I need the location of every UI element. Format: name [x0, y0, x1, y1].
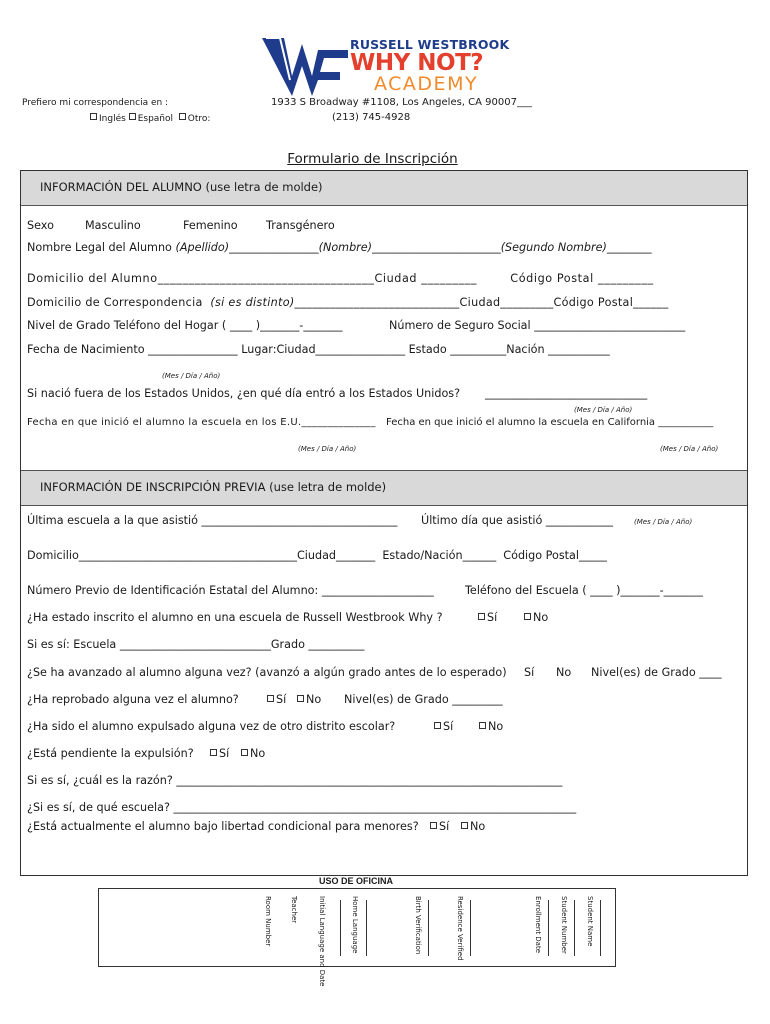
school-name-line1: RUSSELL WESTBROOK: [350, 37, 510, 52]
telefono-escuela-row: Teléfono del Escuela ( ____ )_______-_______: [465, 584, 703, 597]
domicilio-alumno-row: Domicilio del Alumno___________________________________Ciudad _________ Código Postal _________: [27, 272, 654, 285]
office-col-initial-language: Initial Language and Date: [318, 896, 326, 987]
office-col-student-number: Student Number: [560, 896, 568, 954]
razon-row: Si es sí, ¿cuál es la razón? _____________________________________________________________________: [27, 774, 563, 787]
us-date-hint: (Mes / Día / Año): [298, 445, 357, 453]
ca-date-hint: (Mes / Día / Año): [660, 445, 719, 453]
office-divider: [574, 900, 575, 956]
office-divider: [600, 900, 601, 956]
fuera-eeuu-blank[interactable]: _____________________________: [485, 387, 648, 400]
correspondence-label: Prefiero mi correspondencia en :: [22, 98, 169, 108]
reprobado-si[interactable]: Sí: [267, 693, 286, 706]
inscrito-question: ¿Ha estado inscrito el alumno en una escuela de Russell Westbrook Why ?: [27, 611, 443, 624]
language-options: Inglés Español Otro:: [90, 113, 210, 124]
domicilio-correspondencia-row: Domicilio de Correspondencia (si es distinto)____________________________Ciudad_________Código Postal______: [27, 296, 669, 309]
office-divider: [470, 900, 471, 956]
que-escuela-row: ¿Si es sí, de qué escuela? ________________________________________________________________________: [27, 801, 577, 814]
fecha-nacimiento-row: Fecha de Nacimiento ________________ Lugar:Ciudad________________ Estado __________Nación ___________: [27, 343, 610, 356]
reprobado-question: ¿Ha reprobado alguna vez el alumno?: [27, 693, 239, 706]
form-title: Formulario de Inscripción: [287, 151, 458, 167]
domicilio-previo-row: Domicilio_______________________________________Ciudad_______ Estado/Nación______ Código Postal_____: [27, 549, 607, 562]
spanish-checkbox[interactable]: [129, 113, 136, 120]
english-checkbox[interactable]: [90, 113, 97, 120]
office-divider: [340, 900, 341, 956]
pendiente-no[interactable]: No: [241, 747, 265, 760]
office-use-heading: USO DE OFICINA: [318, 876, 393, 886]
birth-date-hint: (Mes / Día / Año): [162, 372, 221, 380]
avanzado-nivel: Nivel(es) de Grado ____: [591, 666, 722, 679]
reprobado-nivel: Nivel(es) de Grado _________: [344, 693, 503, 706]
avanzado-no[interactable]: No: [556, 666, 572, 679]
inscrito-si[interactable]: Sí: [478, 611, 497, 624]
libertad-no[interactable]: No: [461, 820, 485, 833]
school-name-line3: ACADEMY: [374, 73, 479, 95]
student-section-heading: INFORMACIÓN DEL ALUMNO (use letra de molde): [21, 171, 747, 206]
office-col-room-number: Room Number: [264, 896, 272, 947]
sexo-label: Sexo: [27, 219, 54, 232]
office-col-teacher: Teacher: [290, 896, 298, 924]
numero-previo-row: Número Previo de Identificación Estatal del Alumno: ____________________: [27, 584, 434, 597]
last-day-hint: (Mes / Día / Año): [634, 518, 693, 526]
pendiente-si[interactable]: Sí: [210, 747, 229, 760]
expulsado-no[interactable]: No: [479, 720, 503, 733]
fuera-eeuu-question: Si nació fuera de los Estados Unidos, ¿en qué día entró a los Estados Unidos?: [27, 387, 461, 400]
expulsado-si[interactable]: Sí: [434, 720, 453, 733]
pendiente-question: ¿Está pendiente la expulsión?: [27, 747, 194, 760]
other-checkbox[interactable]: [179, 113, 186, 120]
masculino-option[interactable]: Masculino: [85, 219, 141, 232]
office-col-home-language: Home Language: [351, 896, 359, 954]
school-logo: [262, 34, 512, 98]
office-col-birth-verification: Birth Verification: [414, 896, 422, 955]
office-divider: [428, 900, 429, 956]
expulsado-question: ¿Ha sido el alumno expulsado alguna vez de otro distrito escolar?: [27, 720, 396, 733]
school-address: 1933 S Broadway #1108, Los Angeles, CA 90007___: [271, 97, 532, 108]
wf-logo-icon: [262, 36, 348, 98]
office-col-enrollment-date: Enrollment Date: [534, 896, 542, 954]
reprobado-no[interactable]: No: [297, 693, 321, 706]
libertad-question: ¿Está actualmente el alumno bajo libertad condicional para menores?: [27, 820, 419, 833]
ultimo-dia-row: Último día que asistió ____________: [421, 514, 613, 527]
avanzado-si[interactable]: Sí: [524, 666, 535, 679]
previous-section-heading: INFORMACIÓN DE INSCRIPCIÓN PREVIA (use letra de molde): [21, 470, 747, 506]
school-name-line2: WHY NOT?: [350, 50, 484, 76]
office-divider: [548, 900, 549, 956]
fecha-inicio-ca-row: Fecha en que inició el alumno la escuela en California ___________: [386, 417, 714, 428]
seguro-social-row: Número de Seguro Social ___________________________: [389, 319, 686, 332]
transgenero-option[interactable]: Transgénero: [266, 219, 335, 232]
libertad-si[interactable]: Sí: [430, 820, 449, 833]
office-col-residence-verified: Residence Verified: [456, 896, 464, 961]
fecha-inicio-eu-row: Fecha en que inició el alumno la escuela en los E.U.______________: [27, 417, 376, 428]
office-divider: [366, 900, 367, 956]
school-phone: (213) 745-4928: [332, 112, 411, 123]
inscrito-no[interactable]: No: [524, 611, 548, 624]
ultima-escuela-row: Última escuela a la que asistió ___________________________________: [27, 514, 398, 527]
nombre-legal-row: Nombre Legal del Alumno (Apellido)________________(Nombre)_______________________(Segundo Nombre)________: [27, 241, 652, 254]
avanzado-question: ¿Se ha avanzado al alumno alguna vez? (avanzó a algún grado antes de lo esperado): [27, 666, 507, 679]
femenino-option[interactable]: Femenino: [183, 219, 238, 232]
office-col-student-name: Student Name: [586, 896, 594, 947]
entry-date-hint: (Mes / Día / Año): [574, 406, 633, 414]
nivel-grado-telefono: Nivel de Grado Teléfono del Hogar ( ____ )_______-_______: [27, 319, 343, 332]
si-es-si-escuela-row: Si es sí: Escuela ___________________________Grado __________: [27, 638, 365, 651]
